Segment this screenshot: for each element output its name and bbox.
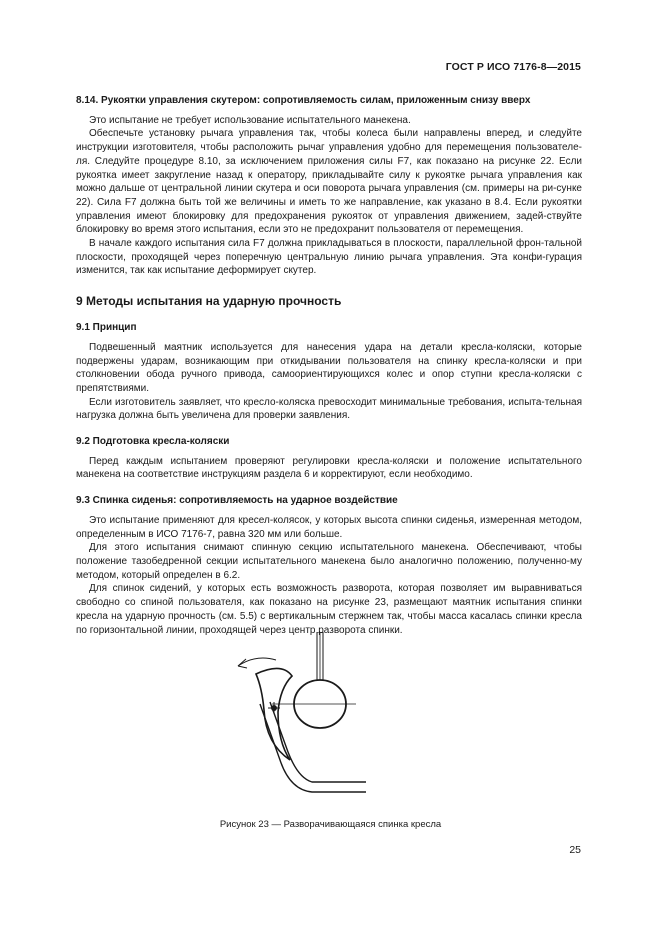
section-9-2-heading: 9.2 Подготовка кресла-коляски [76,436,230,448]
section-8-14-paragraph-1: Это испытание не требует использование испытательного манекена. [89,114,411,126]
standard-header: ГОСТ Р ИСО 7176-8—2015 [445,61,581,73]
section-9-2-paragraph-1: Перед каждым испытанием проверяют регулировки кресла-коляски и положение испытательного манекена на соответствие инструкциям раздела 6 и корректируют, если необходимо. [76,455,582,481]
section-9-heading: 9 Методы испытания на ударную прочность [76,294,342,309]
figure-caption: Рисунок 23 — Разворачивающаяся спинка кресла [219,819,442,830]
section-9-3-paragraph-1: Это испытание применяют для кресел-колясок, у которых высота спинки сиденья, измеренная методом, определенным в ИСО 7176-7, равна 320 мм или больше. [76,514,582,540]
section-9-1-paragraph-1: Подвешенный маятник используется для нанесения удара на детали кресла-коляски, которые подвержены ударам, возникающим при откидывании пользователя на спинку кресла-коляски и при столкновении обода ручного привода, самоориентирующихся колес и опор ступни кресла-коляски с препятствиями. [76,341,582,394]
section-8-14-paragraph-3: В начале каждого испытания сила F7 должна прикладываться в плоскости, параллельной фрон-тальной плоскости, проходящей через поперечную центральную линию рычага управления. Эта конфи-гурация изменится, так как испытание деформирует скутер. [76,238,582,277]
section-9-3-heading: 9.3 Спинка сиденья: сопротивляемость на ударное воздействие [76,495,398,507]
pivoting-backrest-figure [226,632,366,812]
document-body [76,94,582,637]
page-number: 25 [569,844,581,856]
section-8-14-heading: 8.14. Рукоятки управления скутером: сопротивляемость силам, приложенным снизу вверх [76,95,531,106]
section-9-3-paragraph-2: Для этого испытания снимают спинную секцию испытательного манекена. Обеспечивают, чтобы положение тазобедренной секции испытательного манекена было аналогично положению, полученно-му методом, который определен в 6.2. [76,542,582,581]
rotation-arrow [238,658,276,666]
section-9-1-heading: 9.1 Принцип [76,322,137,334]
section-8-14-paragraph-2: Обеспечьте установку рычага управления так, чтобы колеса были направлены вперед, и следуйте инструкции изготовителя, чтобы расположить рычаг управления удобно для перемещения пользователе-ля. Следуйте процедуре 8.10, за исключением приложения силы F7, как показано на рисунке 22. Если рукоятка имеет закругление назад к оператору, прикладывайте силу к рукоятке рычага управления как можно дальше от центральной линии скутера и оси поворота рычага управления (см. примеры на ри-сунке 22). Сила F7 должна быть той же величины и иметь то же направление, как указано в 8.4. Если рукоятки управления имеют блокировку для предохранения рукояток от управления движением, задей-ствуйте блокировку во время этого испытания, если это не предохранит пользователя от перемещения. [76,128,582,236]
section-9-1-paragraph-2: Если изготовитель заявляет, что кресло-коляска превосходит минимальные требования, испыта-тельная нагрузка должна быть увеличена для проверки заявления. [76,396,582,422]
section-9-3-paragraph-3: Для спинок сидений, у которых есть возможность разворота, которая позволяет им выравниваться свободно со спиной пользователя, как показано на рисунке 23, размещают маятник испытания спинки кресла на ударную прочность (см. 5.5) с вертикальным стержнем так, чтобы масса касалась спинки кресла по горизонтальной линии, проходящей через центр разворота спинки. [76,583,582,636]
